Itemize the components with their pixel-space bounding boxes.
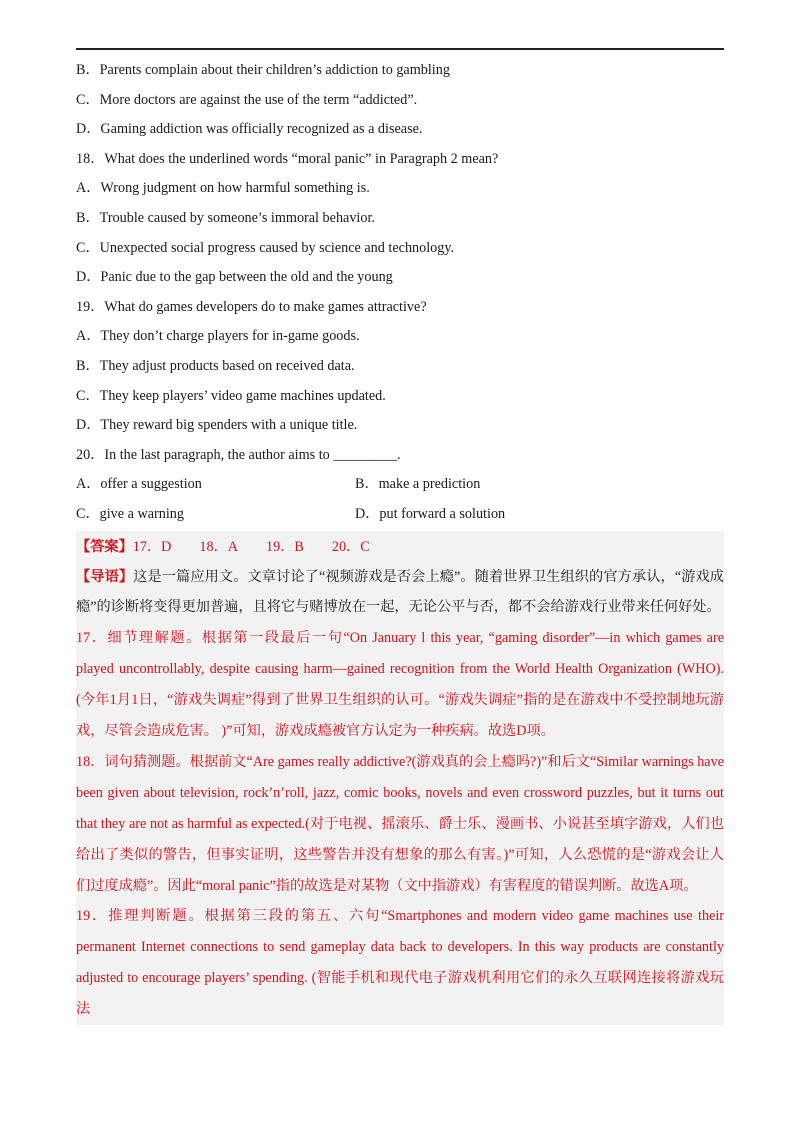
answer-18: 18．A — [199, 538, 239, 555]
q17-option-b: B．Parents complain about their children’s addiction to gambling — [76, 62, 450, 78]
q18-stem: 18．What does the underlined words “moral panic” in Paragraph 2 mean? — [76, 150, 499, 167]
answer-section — [76, 531, 724, 1026]
q18-option-a: A．Wrong judgment on how harmful something is. — [76, 180, 370, 197]
guide-text: 这是一篇应用文。文章讨论了“视频游戏是否会上瘾”。随着世界卫生组织的官方承认，“游戏成瘾”的诊断将变得更加普遍，且将它与赌博放在一起，无论公平与否，都不会给游戏行业带来任何好处。 — [76, 568, 724, 616]
q20-option-c: C．give a warning — [76, 505, 184, 522]
q19-stem: 19．What do games developers do to make games attractive? — [76, 298, 427, 315]
q19-option-d: D．They reward big spenders with a unique title. — [76, 417, 358, 434]
q18-option-d: D．Panic due to the gap between the old and the young — [76, 269, 393, 286]
answer-19: 19．B — [266, 538, 304, 555]
q18-option-c: C．Unexpected social progress caused by science and technology. — [76, 239, 455, 256]
answer-20: 20．C — [331, 538, 370, 555]
document-body — [76, 56, 724, 1025]
answer-label: 【答案】 — [76, 538, 133, 555]
q20-option-a: A．offer a suggestion — [76, 476, 202, 493]
explanation-17: 17．细节理解题。根据第一段最后一句“On January l this year, “gaming disorder”—in which games are played uncontrollably, despite causing harm—gained recognition from the World Health Organization (WHO).(今年1月1日，“游戏失调症”得到了世界卫生组织的认可。“游戏失调症”指的是在游戏中不受控制地玩游戏，尽管会造成危害。 )”可知，游戏成瘾被官方认定为一种疾病。故选D项。 — [76, 630, 724, 740]
q20-options-row-1 — [76, 470, 724, 500]
guide-paragraph — [76, 562, 724, 624]
q20-options-row-2 — [76, 500, 724, 530]
explanation-18: 18．词句猜测题。根据前文“Are games really addictive?(游戏真的会上瘾吗?)”和后文“Similar warnings have been given about television, rock’n’roll, jazz, comic books, novels and even crossword puzzles, but it turns out that they are not as harmful as expected.(对于电视、摇滚乐、爵士乐、漫画书、小说甚至填字游戏，人们也给出了类似的警告，但事实证明，这些警告并没有想象的那么有害。)”可知，人么恐慌的是“游戏会让人们过度成瘾”。因此“moral panic”指的故选是对某物（文中指游戏）有害程度的错误判断。故选A项。 — [76, 753, 724, 894]
q19-option-a: A．They don’t charge players for in-game goods. — [76, 328, 360, 345]
answer-17: 17．D — [132, 538, 172, 555]
explanation-19: 19．推理判断题。根据第三段的第五、六句“Smartphones and modern video game machines use their permanent Internet connections to send gameplay data back to developers. In this way products are constantly adjusted to encourage players’ spending. (智能手机和现代电子游戏机利用它们的永久互联网连接将游戏玩法 — [76, 908, 724, 1018]
answer-key — [76, 533, 724, 562]
q20-stem: 20．In the last paragraph, the author aims to _________. — [76, 446, 401, 463]
q20-option-b: B．make a prediction — [355, 476, 481, 493]
q19-option-c: C．They keep players’ video game machines updated. — [76, 387, 386, 404]
guide-label: 【导语】 — [76, 568, 134, 585]
q17-option-c: C．More doctors are against the use of the term “addicted”. — [76, 91, 418, 108]
q17-option-d: D．Gaming addiction was officially recognized as a disease. — [76, 121, 423, 138]
header-rule — [76, 48, 724, 50]
q20-option-d: D．put forward a solution — [355, 505, 506, 522]
q19-option-b: B．They adjust products based on received data. — [76, 357, 355, 374]
q18-option-b: B．Trouble caused by someone’s immoral behavior. — [76, 209, 375, 226]
